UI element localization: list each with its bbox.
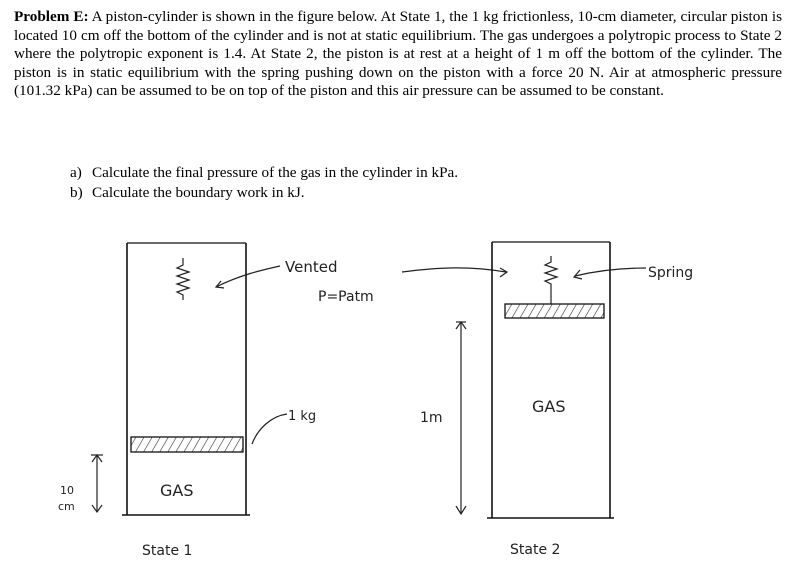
state2-caption: State 2 [510,542,561,558]
question-b-label: b) [70,184,83,201]
question-b-text: Calculate the boundary work in kJ. [92,184,305,201]
mass-leader-line [252,414,287,444]
mass-label: 1 kg [288,409,317,424]
vented-label: Vented [285,258,338,276]
patm-label: P=Patm [318,289,374,305]
state1-dimension-arrow [91,455,103,512]
state1-caption: State 1 [142,543,193,559]
question-a-label: a) [70,164,82,181]
patm-arrow [402,268,506,272]
state2-piston [505,304,604,318]
state2-spring [545,256,557,304]
vented-leader-line [216,266,280,287]
state1-cylinder [122,243,250,515]
state2-gas-label: GAS [532,397,566,416]
question-a-text: Calculate the final pressure of the gas in the cylinder in kPa. [92,164,459,181]
problem-text: A piston-cylinder is shown in the figure below. At State 1, the 1 kg frictionless, 10-cm diameter, circular piston is located 10 cm off the bottom of the cylinder and is not at static equilibrium. The gas undergoes a polytropic process to State 2 where the polytropic exponent is 1.4. At State 2, the piston is at rest at a height of 1 m off the bottom of the cylinder. The piston is in static equilibrium with the spring pushing down on the piston with a force 20 N. Air at atmospheric pressure (101.32 kPa) can be assumed to be on top of the piston and this air pressure can be assumed to be constant. [14,8,782,100]
state1-gas-label: GAS [160,481,194,500]
spring-label: Spring [648,265,694,281]
height-label: 1m [420,410,443,426]
state1-piston [131,437,243,452]
dimension-label-value: 10 [60,484,74,497]
height-dimension-arrow [456,322,466,514]
state1-spring [177,258,189,300]
dimension-label-unit: cm [58,500,75,513]
problem-title: Problem E: [14,8,89,25]
